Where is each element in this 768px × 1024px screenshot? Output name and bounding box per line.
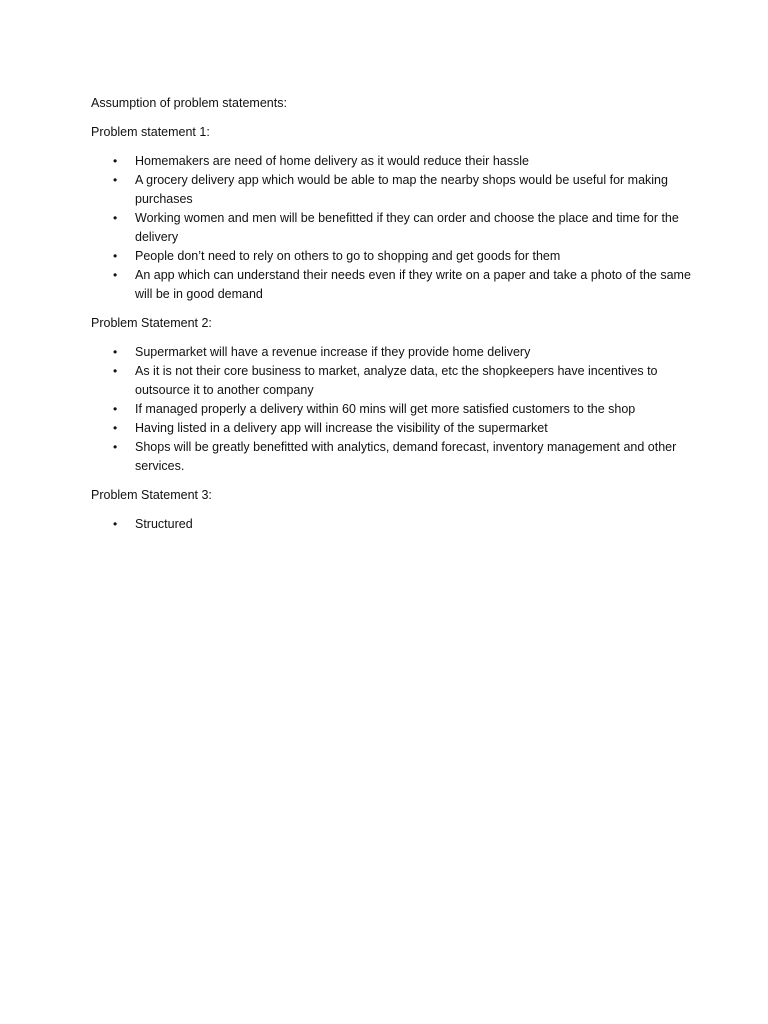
bullet-icon: • bbox=[113, 173, 118, 187]
bullet-icon: • bbox=[113, 211, 118, 225]
bullet-icon: • bbox=[113, 345, 118, 359]
bullet-icon: • bbox=[113, 517, 118, 531]
list-item bbox=[91, 171, 691, 209]
list-item bbox=[91, 362, 691, 400]
list-item-text: Structured bbox=[135, 517, 193, 531]
list-item-text: An app which can understand their needs even if they write on a paper and take a photo of the same will be in good demand bbox=[135, 268, 691, 301]
bullet-icon: • bbox=[113, 364, 118, 378]
list-item bbox=[91, 266, 691, 304]
list-item-text: Supermarket will have a revenue increase if they provide home delivery bbox=[135, 345, 531, 359]
section-1-title: Problem statement 1: bbox=[91, 125, 210, 139]
list-item bbox=[91, 209, 691, 247]
bullet-icon: • bbox=[113, 154, 118, 168]
bullet-icon: • bbox=[113, 421, 118, 435]
list-item bbox=[91, 419, 691, 438]
list-item-text: People don’t need to rely on others to go to shopping and get goods for them bbox=[135, 249, 561, 263]
section-3-title: Problem Statement 3: bbox=[91, 488, 212, 502]
list-item bbox=[91, 438, 691, 476]
list-item bbox=[91, 247, 691, 266]
list-item bbox=[91, 515, 691, 534]
section-1-list bbox=[91, 152, 691, 304]
bullet-icon: • bbox=[113, 249, 118, 263]
list-item-text: Homemakers are need of home delivery as it would reduce their hassle bbox=[135, 154, 529, 168]
bullet-icon: • bbox=[113, 402, 118, 416]
section-3-list bbox=[91, 515, 691, 534]
section-2-list bbox=[91, 343, 691, 476]
bullet-icon: • bbox=[113, 268, 118, 282]
list-item-text: Having listed in a delivery app will increase the visibility of the supermarket bbox=[135, 421, 548, 435]
section-2-title: Problem Statement 2: bbox=[91, 316, 212, 330]
list-item bbox=[91, 152, 691, 171]
list-item bbox=[91, 400, 691, 419]
list-item-text: As it is not their core business to market, analyze data, etc the shopkeepers have incentives to outsource it to another company bbox=[135, 364, 658, 397]
document-content bbox=[91, 94, 691, 544]
list-item-text: Working women and men will be benefitted if they can order and choose the place and time for the delivery bbox=[135, 211, 679, 244]
list-item bbox=[91, 343, 691, 362]
list-item-text: Shops will be greatly benefitted with analytics, demand forecast, inventory management and other services. bbox=[135, 440, 677, 473]
document-heading: Assumption of problem statements: bbox=[91, 96, 287, 110]
list-item-text: A grocery delivery app which would be able to map the nearby shops would be useful for making purchases bbox=[135, 173, 668, 206]
list-item-text: If managed properly a delivery within 60 mins will get more satisfied customers to the shop bbox=[135, 402, 636, 416]
bullet-icon: • bbox=[113, 440, 118, 454]
